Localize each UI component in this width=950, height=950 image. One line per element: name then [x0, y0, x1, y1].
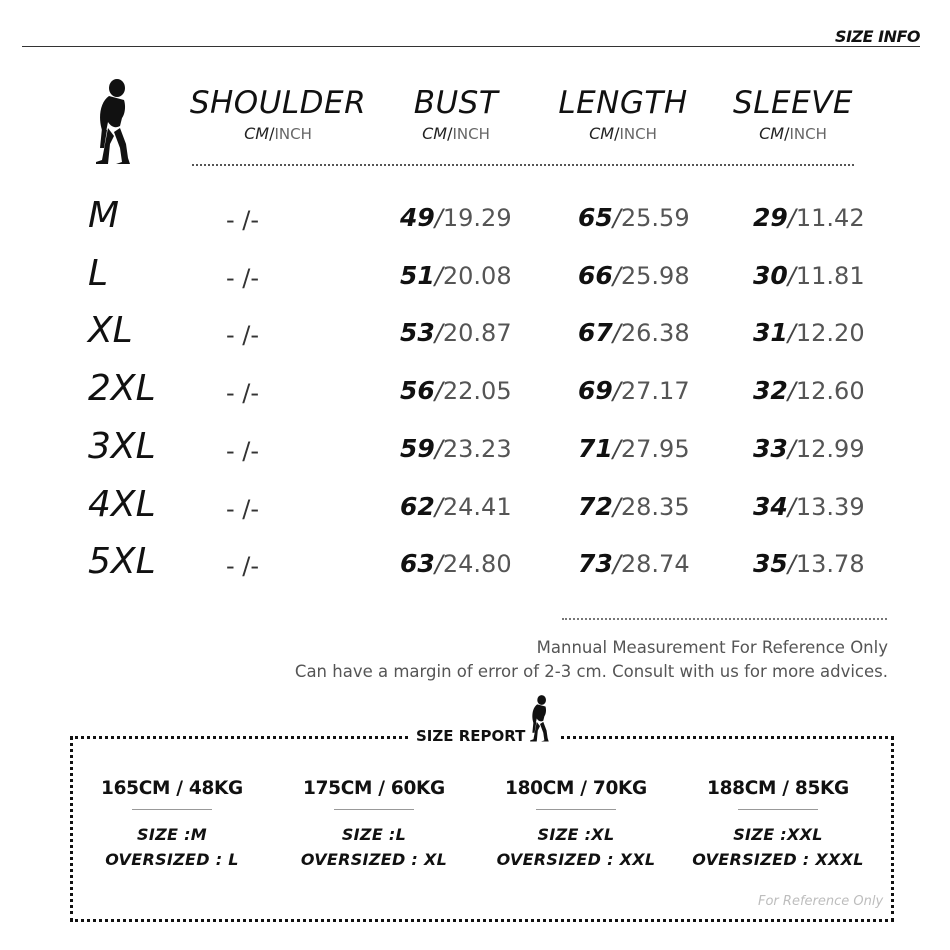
shoulder-value: - /-: [226, 552, 260, 580]
inch-value: 13.39: [795, 493, 865, 521]
shoulder-value: - /-: [226, 379, 260, 407]
cm-value: 72: [578, 492, 613, 521]
value-separator: /: [612, 204, 621, 232]
ape-figure-icon: [92, 78, 136, 164]
shoulder-value: - /-: [226, 495, 260, 523]
recommended-size: SIZE :M: [137, 825, 207, 844]
length-value: [578, 375, 690, 407]
cm-value: 30: [753, 261, 788, 290]
header-dotted-divider: [192, 164, 854, 166]
body-measurement: 175CM / 60KG: [303, 778, 445, 799]
length-value: [578, 548, 690, 580]
value-separator: /: [434, 550, 443, 578]
cm-value: 34: [753, 492, 788, 521]
entry-divider: [334, 809, 414, 810]
oversized-size: OVERSIZED : XXXL: [692, 850, 864, 869]
inch-value: 12.99: [795, 435, 865, 463]
cm-value: 56: [400, 376, 435, 405]
inch-value: 22.05: [442, 377, 512, 405]
bust-value: [400, 433, 512, 465]
size-label: L: [88, 253, 109, 294]
unit-separator: /: [269, 124, 275, 143]
oversized-size: OVERSIZED : XXL: [496, 850, 656, 869]
value-separator: /: [787, 493, 796, 521]
length-value: [578, 317, 690, 349]
column-name: BUST: [413, 85, 499, 121]
inch-value: 11.42: [795, 204, 865, 232]
cm-value: 33: [753, 434, 788, 463]
measurement-note: Mannual Measurement For Reference Only: [536, 638, 888, 657]
oversized-size: OVERSIZED : L: [105, 850, 239, 869]
size-report-entry: [476, 778, 676, 872]
column-unit: [528, 124, 718, 143]
reference-only-footnote: For Reference Only: [758, 894, 884, 909]
sleeve-value: [753, 202, 865, 234]
inch-value: 24.41: [442, 493, 512, 521]
column-header-shoulder: [183, 86, 373, 143]
shoulder-value: - /-: [226, 321, 260, 349]
length-value: [578, 202, 690, 234]
shoulder-value: - /-: [226, 437, 260, 465]
shoulder-value: - /-: [226, 264, 260, 292]
inch-value: 25.98: [620, 262, 690, 290]
unit-inch: INCH: [789, 125, 827, 143]
cm-value: 49: [400, 203, 435, 232]
cm-value: 35: [753, 549, 788, 578]
size-label: 4XL: [88, 484, 156, 525]
cm-value: 32: [753, 376, 788, 405]
bust-value: [400, 548, 512, 580]
inch-value: 20.08: [442, 262, 512, 290]
inch-value: 12.60: [795, 377, 865, 405]
oversized-size: OVERSIZED : XL: [300, 850, 448, 869]
unit-inch: INCH: [619, 125, 657, 143]
cm-value: 59: [400, 434, 435, 463]
value-separator: /: [787, 377, 796, 405]
unit-cm: CM: [422, 124, 448, 143]
value-separator: /: [612, 319, 621, 347]
bust-value: [400, 491, 512, 523]
body-measurement: 165CM / 48KG: [101, 778, 243, 799]
inch-value: 28.74: [620, 550, 690, 578]
value-separator: /: [612, 262, 621, 290]
recommended-size: SIZE :L: [341, 825, 407, 844]
inch-value: 27.17: [620, 377, 690, 405]
column-header-length: [528, 86, 718, 143]
value-separator: /: [787, 262, 796, 290]
value-separator: /: [787, 435, 796, 463]
margin-of-error-note: Can have a margin of error of 2-3 cm. Consult with us for more advices.: [294, 662, 888, 681]
size-report-entry: [72, 778, 272, 872]
cm-value: 63: [400, 549, 435, 578]
column-name: LENGTH: [558, 85, 688, 121]
unit-separator: /: [447, 124, 453, 143]
ape-figure-icon: [528, 694, 552, 742]
column-header-sleeve: [698, 86, 888, 143]
size-label: 3XL: [88, 426, 156, 467]
entry-divider: [738, 809, 818, 810]
value-separator: /: [787, 319, 796, 347]
value-separator: /: [434, 377, 443, 405]
length-value: [578, 260, 690, 292]
header-divider: [22, 46, 920, 47]
unit-separator: /: [784, 124, 790, 143]
inch-value: 24.80: [442, 550, 512, 578]
column-unit: [361, 124, 551, 143]
unit-separator: /: [614, 124, 620, 143]
recommended-size: SIZE :XL: [537, 825, 615, 844]
column-unit: [183, 124, 373, 143]
inch-value: 20.87: [442, 319, 512, 347]
value-separator: /: [612, 435, 621, 463]
inch-value: 13.78: [795, 550, 865, 578]
inch-value: 28.35: [620, 493, 690, 521]
body-measurement: 188CM / 85KG: [707, 778, 849, 799]
size-report-title: SIZE REPORT: [416, 727, 526, 745]
value-separator: /: [434, 204, 443, 232]
size-report-entry: [274, 778, 474, 872]
value-separator: /: [434, 435, 443, 463]
unit-inch: INCH: [274, 125, 312, 143]
sleeve-value: [753, 548, 865, 580]
sleeve-value: [753, 491, 865, 523]
cm-value: 29: [753, 203, 788, 232]
inch-value: 27.95: [620, 435, 690, 463]
entry-divider: [536, 809, 616, 810]
unit-cm: CM: [244, 124, 270, 143]
sleeve-value: [753, 433, 865, 465]
notes-dotted-divider: [562, 618, 887, 620]
size-label: 2XL: [88, 368, 156, 409]
value-separator: /: [612, 377, 621, 405]
value-separator: /: [434, 262, 443, 290]
inch-value: 11.81: [795, 262, 865, 290]
cm-value: 62: [400, 492, 435, 521]
body-measurement: 180CM / 70KG: [505, 778, 647, 799]
cm-value: 66: [578, 261, 613, 290]
value-separator: /: [612, 550, 621, 578]
column-name: SLEEVE: [733, 85, 853, 121]
bust-value: [400, 202, 512, 234]
cm-value: 31: [753, 318, 788, 347]
recommended-size: SIZE :XXL: [733, 825, 823, 844]
inch-value: 25.59: [620, 204, 690, 232]
cm-value: 73: [578, 549, 613, 578]
size-report-entry: [678, 778, 878, 872]
cm-value: 71: [578, 434, 613, 463]
inch-value: 23.23: [442, 435, 512, 463]
unit-cm: CM: [759, 124, 785, 143]
bust-value: [400, 260, 512, 292]
sleeve-value: [753, 260, 865, 292]
inch-value: 12.20: [795, 319, 865, 347]
column-header-bust: [361, 86, 551, 143]
cm-value: 53: [400, 318, 435, 347]
cm-value: 65: [578, 203, 613, 232]
inch-value: 19.29: [442, 204, 512, 232]
value-separator: /: [434, 319, 443, 347]
value-separator: /: [612, 493, 621, 521]
column-unit: [698, 124, 888, 143]
bust-value: [400, 317, 512, 349]
size-info-title: SIZE INFO: [835, 27, 920, 46]
length-value: [578, 491, 690, 523]
unit-cm: CM: [589, 124, 615, 143]
length-value: [578, 433, 690, 465]
entry-divider: [132, 809, 212, 810]
value-separator: /: [434, 493, 443, 521]
inch-value: 26.38: [620, 319, 690, 347]
sleeve-value: [753, 317, 865, 349]
value-separator: /: [787, 204, 796, 232]
unit-inch: INCH: [452, 125, 490, 143]
shoulder-value: - /-: [226, 206, 260, 234]
size-label: M: [88, 195, 120, 236]
size-label: 5XL: [88, 541, 156, 582]
bust-value: [400, 375, 512, 407]
value-separator: /: [787, 550, 796, 578]
cm-value: 69: [578, 376, 613, 405]
size-label: XL: [88, 310, 133, 351]
cm-value: 67: [578, 318, 613, 347]
sleeve-value: [753, 375, 865, 407]
column-name: SHOULDER: [189, 85, 367, 121]
cm-value: 51: [400, 261, 435, 290]
